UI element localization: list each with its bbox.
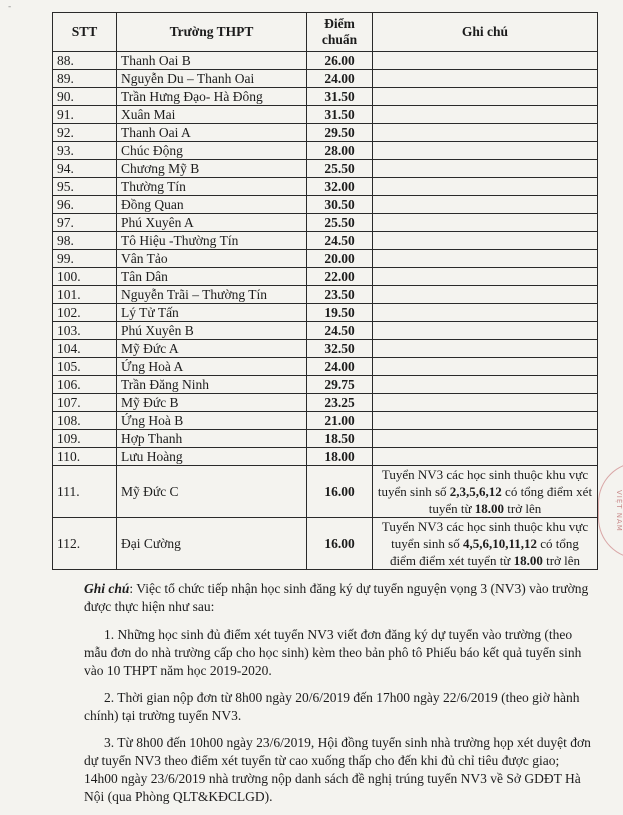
stt-cell: 102.	[53, 304, 117, 322]
score-cell: 24.00	[307, 70, 373, 88]
stt-cell: 91.	[53, 106, 117, 124]
school-cell: Ứng Hoà B	[117, 412, 307, 430]
score-cell: 25.50	[307, 214, 373, 232]
note-text: trở lên	[542, 553, 581, 568]
admission-score-table	[52, 12, 598, 570]
table-row	[53, 232, 598, 250]
note-cell	[373, 178, 598, 196]
note-cell	[373, 196, 598, 214]
stt-cell: 112.	[53, 518, 117, 570]
notes-intro	[84, 580, 596, 616]
school-cell: Thường Tín	[117, 178, 307, 196]
note-cell	[373, 518, 598, 570]
note-cell	[373, 70, 598, 88]
note-cell	[373, 358, 598, 376]
school-cell: Lưu Hoàng	[117, 448, 307, 466]
note-cell	[373, 466, 598, 518]
note-cell	[373, 268, 598, 286]
table-row	[53, 394, 598, 412]
stamp-text: VIỆT NAM	[615, 489, 623, 532]
table-row	[53, 142, 598, 160]
red-seal-stamp	[598, 462, 623, 559]
score-cell: 24.50	[307, 322, 373, 340]
note-cell	[373, 88, 598, 106]
school-cell: Đại Cường	[117, 518, 307, 570]
school-cell: Vân Tảo	[117, 250, 307, 268]
score-cell: 25.50	[307, 160, 373, 178]
stt-cell: 90.	[53, 88, 117, 106]
score-cell: 31.50	[307, 88, 373, 106]
stt-cell: 111.	[53, 466, 117, 518]
score-cell: 30.50	[307, 196, 373, 214]
score-cell: 29.75	[307, 376, 373, 394]
score-cell: 21.00	[307, 412, 373, 430]
stt-cell: 108.	[53, 412, 117, 430]
note-item-3: 3. Từ 8h00 đến 10h00 ngày 23/6/2019, Hội đồng tuyển sinh nhà trường họp xét duyệt đơn dự tuyển NV3 theo điểm xét tuyển từ cao xuống thấp cho đến khi đủ chỉ tiêu được giao; 14h00 ngày 23/6/2019 nhà trường nộp danh sách đề nghị trúng tuyển NV3 về Sở GDĐT Hà Nội (qua Phòng QLT&KĐCLGD).	[84, 735, 591, 804]
table-row	[53, 70, 598, 88]
stt-cell: 94.	[53, 160, 117, 178]
note-text: Tuyển NV3 các học sinh thuộc khu vực tuyển sinh số	[381, 519, 589, 551]
score-cell: 32.00	[307, 178, 373, 196]
note-cell	[373, 106, 598, 124]
header-score: Điểm chuẩn	[307, 13, 373, 52]
score-cell: 31.50	[307, 106, 373, 124]
stt-cell: 105.	[53, 358, 117, 376]
table-row	[53, 448, 598, 466]
table-body	[53, 52, 598, 570]
note-cell	[373, 412, 598, 430]
stt-cell: 99.	[53, 250, 117, 268]
table-row	[53, 358, 598, 376]
note-areas: 2,3,5,6,12	[449, 484, 502, 499]
school-cell: Phú Xuyên A	[117, 214, 307, 232]
table-row	[53, 304, 598, 322]
school-cell: Trần Đăng Ninh	[117, 376, 307, 394]
table-row	[53, 250, 598, 268]
stt-cell: 100.	[53, 268, 117, 286]
corner-mark: -	[8, 2, 12, 12]
score-cell: 22.00	[307, 268, 373, 286]
header-note: Ghi chú	[373, 13, 598, 52]
score-cell: 18.00	[307, 448, 373, 466]
score-cell: 28.00	[307, 142, 373, 160]
table-row	[53, 106, 598, 124]
school-cell: Xuân Mai	[117, 106, 307, 124]
stt-cell: 110.	[53, 448, 117, 466]
note-areas: 4,5,6,10,11,12	[462, 536, 538, 551]
table-row	[53, 268, 598, 286]
table-row	[53, 322, 598, 340]
table-row	[53, 412, 598, 430]
header-stt: STT	[53, 13, 117, 52]
notes-section	[84, 580, 596, 815]
score-cell: 19.50	[307, 304, 373, 322]
score-cell: 24.00	[307, 358, 373, 376]
table-row-conditional	[53, 466, 598, 518]
note-cell	[373, 448, 598, 466]
note-cell	[373, 232, 598, 250]
school-cell: Thanh Oai B	[117, 52, 307, 70]
school-cell: Phú Xuyên B	[117, 322, 307, 340]
note-text: có tổng điểm xét tuyển từ	[428, 484, 593, 516]
table-row	[53, 196, 598, 214]
school-cell: Trần Hưng Đạo- Hà Đông	[117, 88, 307, 106]
score-cell: 32.50	[307, 340, 373, 358]
table-row	[53, 340, 598, 358]
score-cell: 16.00	[307, 466, 373, 518]
note-cell	[373, 322, 598, 340]
school-cell: Mỹ Đức B	[117, 394, 307, 412]
stt-cell: 107.	[53, 394, 117, 412]
header-school: Trường THPT	[117, 13, 307, 52]
note-cell	[373, 304, 598, 322]
note-cell	[373, 124, 598, 142]
score-cell: 24.50	[307, 232, 373, 250]
note-item-2: 2. Thời gian nộp đơn từ 8h00 ngày 20/6/2019 đến 17h00 ngày 22/6/2019 (theo giờ hành chính) tại trường tuyển NV3.	[84, 690, 580, 723]
note-min-score: 18.00	[513, 553, 543, 568]
stt-cell: 88.	[53, 52, 117, 70]
school-cell: Thanh Oai A	[117, 124, 307, 142]
stt-cell: 95.	[53, 178, 117, 196]
school-cell: Đồng Quan	[117, 196, 307, 214]
table-row	[53, 124, 598, 142]
stt-cell: 93.	[53, 142, 117, 160]
stt-cell: 89.	[53, 70, 117, 88]
note-cell	[373, 52, 598, 70]
stt-cell: 101.	[53, 286, 117, 304]
note-text: Tuyển NV3 các học sinh thuộc khu vực tuyển sinh số	[377, 467, 589, 499]
score-cell: 26.00	[307, 52, 373, 70]
stt-cell: 96.	[53, 196, 117, 214]
note-cell	[373, 376, 598, 394]
note-min-score: 18.00	[474, 501, 505, 516]
stt-cell: 104.	[53, 340, 117, 358]
note-cell	[373, 250, 598, 268]
note-cell	[373, 340, 598, 358]
table-row	[53, 178, 598, 196]
note-item-1: 1. Những học sinh đủ điểm xét tuyển NV3 viết đơn đăng ký dự tuyển vào trường (theo mẫu đơn do nhà trường cấp cho học sinh) kèm theo bản phô tô Phiếu báo kết quả tuyển sinh vào 10 THPT năm học 2019-2020.	[84, 627, 582, 678]
stt-cell: 106.	[53, 376, 117, 394]
notes-intro-text: : Việc tổ chức tiếp nhận học sinh đăng ký dự tuyển nguyện vọng 3 (NV3) vào trường được thực hiện như sau:	[84, 581, 589, 614]
school-cell: Mỹ Đức C	[117, 466, 307, 518]
school-cell: Nguyễn Trãi – Thường Tín	[117, 286, 307, 304]
table-row	[53, 52, 598, 70]
table-row	[53, 286, 598, 304]
note-cell	[373, 160, 598, 178]
table-header-row	[53, 13, 598, 52]
score-cell: 29.50	[307, 124, 373, 142]
stt-cell: 98.	[53, 232, 117, 250]
stt-cell: 103.	[53, 322, 117, 340]
score-cell: 16.00	[307, 518, 373, 570]
school-cell: Chúc Động	[117, 142, 307, 160]
table-row	[53, 214, 598, 232]
note-cell	[373, 286, 598, 304]
stt-cell: 97.	[53, 214, 117, 232]
note-text: có tổng điểm điểm xét tuyển từ	[389, 536, 579, 568]
stt-cell: 92.	[53, 124, 117, 142]
school-cell: Ứng Hoà A	[117, 358, 307, 376]
table-row	[53, 160, 598, 178]
score-cell: 20.00	[307, 250, 373, 268]
school-cell: Nguyễn Du – Thanh Oai	[117, 70, 307, 88]
table-row	[53, 430, 598, 448]
school-cell: Mỹ Đức A	[117, 340, 307, 358]
score-cell: 23.50	[307, 286, 373, 304]
school-cell: Hợp Thanh	[117, 430, 307, 448]
note-cell	[373, 214, 598, 232]
notes-label: Ghi chú	[84, 581, 130, 596]
stt-cell: 109.	[53, 430, 117, 448]
table-row-conditional	[53, 518, 598, 570]
note-cell	[373, 142, 598, 160]
score-cell: 23.25	[307, 394, 373, 412]
note-cell	[373, 394, 598, 412]
school-cell: Tô Hiệu -Thường Tín	[117, 232, 307, 250]
note-cell	[373, 430, 598, 448]
table-row	[53, 88, 598, 106]
school-cell: Lý Tử Tấn	[117, 304, 307, 322]
table-row	[53, 376, 598, 394]
school-cell: Chương Mỹ B	[117, 160, 307, 178]
note-text: trở lên	[504, 501, 542, 516]
score-cell: 18.50	[307, 430, 373, 448]
school-cell: Tân Dân	[117, 268, 307, 286]
